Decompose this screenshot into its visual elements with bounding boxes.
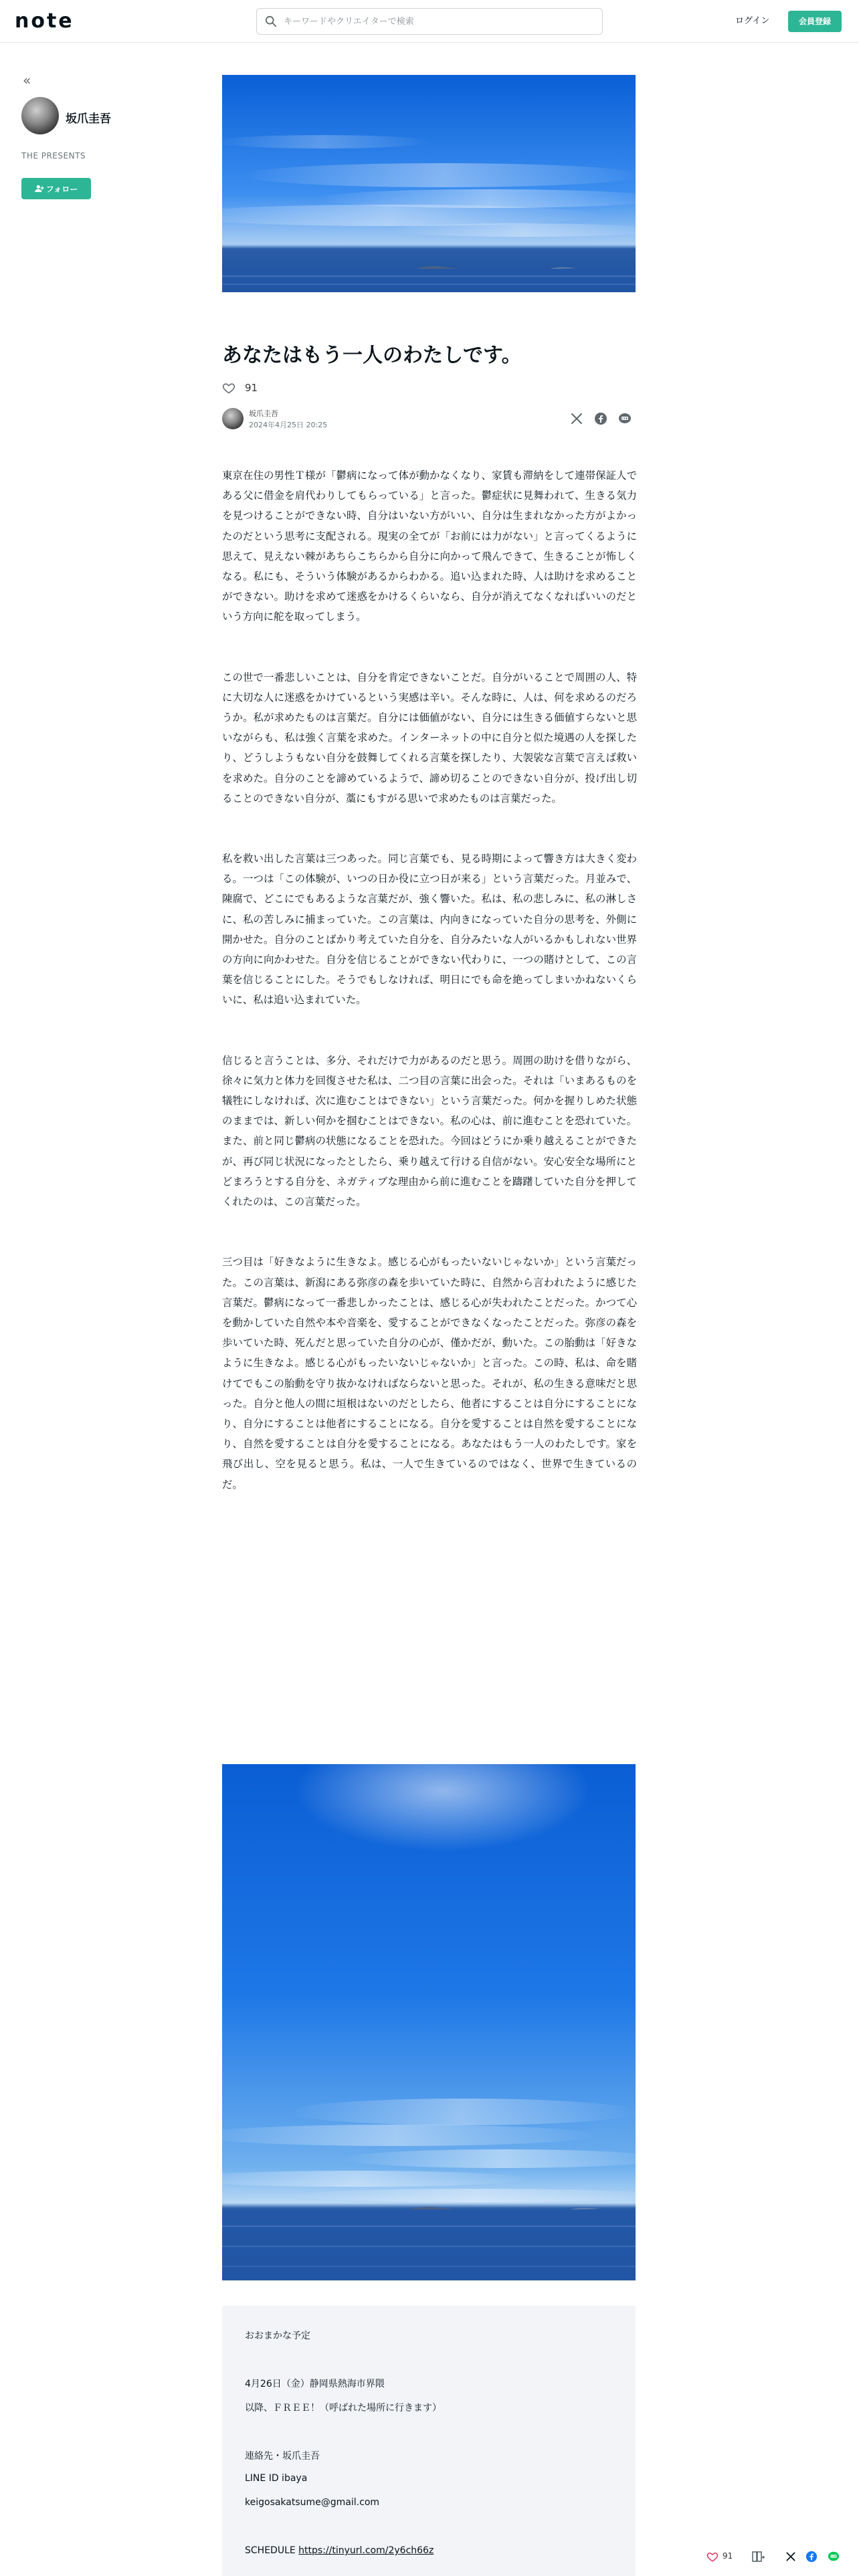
article-image [222, 1764, 636, 2280]
heart-icon[interactable] [222, 381, 235, 395]
sidebar-author-name[interactable]: 坂爪圭吾 [66, 112, 111, 126]
x-icon[interactable] [785, 2551, 796, 2563]
like-row [222, 380, 258, 396]
magazine-name[interactable]: THE PRESENTS [21, 151, 86, 160]
follow-button[interactable] [21, 178, 91, 199]
byline [222, 407, 637, 431]
paragraph-1: 東京在住の男性Ｔ様が「鬱病になって体が動かなくなり、家賃も滞納をして連帯保証人である父に借金を肩代わりしてもらっている」と言った。鬱症状に見舞われて、生きる気力を見つけることができない時、自分はいない方がいい、自分は生まれなかった方がよかったのだという思考に支配される。現実の全てが「お前には力がない」と言ってくるように思えて、見えない棘があちらこちらから自分に向かって飛んできて、生きることが怖しくなる。私にも、そういう体験があるからわかる。追い込まれた時、人は助けを求めることができない。助けを求めて迷惑をかけるくらいなら、自分が消えてなくなればいいのだという方向に舵を取ってしまう。 [222, 469, 637, 623]
signup-button[interactable]: 会員登録 [788, 11, 842, 32]
like-count[interactable]: 91 [245, 382, 258, 394]
line-id: LINE ID ibaya [245, 2473, 308, 2484]
magazine-add-icon[interactable] [752, 2551, 765, 2563]
search-box[interactable] [256, 8, 603, 35]
schedule-heading: おおまかな予定 [245, 2331, 310, 2341]
author-avatar-small[interactable] [222, 408, 244, 429]
x-icon[interactable] [570, 412, 583, 425]
schedule-after: 以降、ＦＲＥＥ！（呼ばれた場所に行きます） [245, 2403, 442, 2413]
search-icon [265, 15, 277, 27]
facebook-icon[interactable] [594, 412, 607, 425]
article-body [222, 465, 637, 1535]
floating-like-count[interactable]: 91 [723, 2551, 733, 2561]
article-title: あなたはもう一人のわたしです。 [222, 344, 522, 367]
facebook-icon[interactable] [805, 2551, 818, 2563]
schedule-link-line [245, 2545, 434, 2556]
schedule-event: 4月26日（金）静岡県熱海市界隈 [245, 2379, 385, 2389]
paragraph-4: 信じると言うことは、多分、それだけで力があるのだと思う。周囲の助けを借りながら、徐々に気力と体力を回復させた私は、二つ目の言葉に出会った。それは「いまあるものを犠牲にしなければ、次に進むことはできない」という言葉だった。何かを握りしめた状態のままでは、新しい何かを掴むことはできない。私の心は、前に進むことを恐れていた。また、前と同じ鬱病の状態になることを恐れた。今回はどうにか乗り越えることができたが、再び同じ状況になったとしたら、乗り越えて行ける自信がない。安心安全な場所にとどまろうとする自分を、ネガティブな理由から前に進むことを躊躇していた自分を押してくれたのは、この言葉だった。 [222, 1054, 637, 1208]
header-image [222, 75, 636, 292]
floating-action-bar [702, 2547, 859, 2567]
line-icon[interactable] [827, 2551, 840, 2563]
login-button[interactable]: ログイン [725, 11, 780, 32]
top-navigation-bar [0, 0, 859, 43]
search-input[interactable] [284, 9, 591, 34]
paragraph-3: 私を救い出した言葉は三つあった。同じ言葉でも、見る時期によって響き方は大きく変わる。一つは「この体験が、いつの日か役に立つ日が来る」という言葉だった。月並みで、陳腐で、どこにでもあるような言葉だが、強く響いた。私は、私の悲しみに、私の淋しさに、私の苦しみに捕まっていた。この言葉は、内向きになっていた自分の思考を、外側に開かせた。自分のことばかり考えていた自分を、自分みたいな人がいるかもしれない世界の方向に向かわせた。自分を信じることができない代わりに、一つの賭けとして、この言葉を信じることにした。そうでもしなければ、明日にでも命を絶ってしまいかねないくらいに、私は追い込まれていた。 [222, 853, 637, 1006]
person-plus-icon [35, 185, 44, 193]
heart-icon[interactable] [706, 2551, 719, 2563]
publish-date: 2024年4月25日 20:25 [249, 421, 328, 429]
follow-label: フォロー [45, 184, 78, 194]
note-logo[interactable]: note [15, 9, 74, 33]
schedule-box [222, 2306, 636, 2576]
line-icon[interactable] [618, 412, 632, 425]
byline-author-name[interactable]: 坂爪圭吾 [249, 409, 278, 418]
contact-email: keigosakatsume@gmail.com [245, 2497, 380, 2508]
contact-label: 連絡先・坂爪圭吾 [245, 2451, 320, 2462]
paragraph-5: 三つ目は「好きなように生きなよ。感じる心がもったいないじゃないか」という言葉だった。この言葉は、新潟にある弥彦の森を歩いていた時に、自然から言われたように感じた言葉だ。鬱病になって一番悲しかったことは、感じる心が失われたことだった。かつて心を動かしていた自然や本や音楽を、愛することができなくなったことだった。弥彦の森を歩いていた時、死んだと思っていた自分の心が、僅かだが、動いた。この胎動は「好きなように生きなよ。感じる心がもったいないじゃないか」と言った。この時、私は、命を賭けてでもこの胎動を守り抜かなければならないと思った。それが、私の生きる意味だと思った。自分と他人の間に垣根はないのだとしたら、他者にすることは自分にすることになり、自分にすることは他者にすることになる。自分を愛することは自然を愛することになり、自然を愛することは自分を愛することになる。あなたはもう一人のわたしです。家を飛び出し、空を見ると思う。私は、一人で生きているのではなく、世界で生きているのだ。 [222, 1256, 637, 1491]
schedule-label: SCHEDULE [245, 2545, 299, 2556]
chevron-double-left-icon[interactable]: « [23, 72, 31, 88]
schedule-link[interactable]: https://tinyurl.com/2y6ch66z [298, 2545, 434, 2556]
author-avatar[interactable] [21, 97, 59, 134]
paragraph-2: この世で一番悲しいことは、自分を肯定できないことだ。自分がいることで周囲の人、特に大切な人に迷惑をかけているという実感は辛い。そんな時に、人は、何を求めるのだろうか。私が求めたものは言葉だ。自分には価値がない、自分には生きる価値すらないと思いながらも、私は強く言葉を求めた。インターネットの中に自分と似た境遇の人を探したり、どうしようもない自分を鼓舞してくれる言葉を探したり、大袈裟な言葉で言えば救いを求めた。自分のことを諦めているようで、諦め切ることのできない自分が、投げ出し切ることのできない自分が、藁にもすがる思いで求めたものは言葉だった。 [222, 671, 637, 804]
